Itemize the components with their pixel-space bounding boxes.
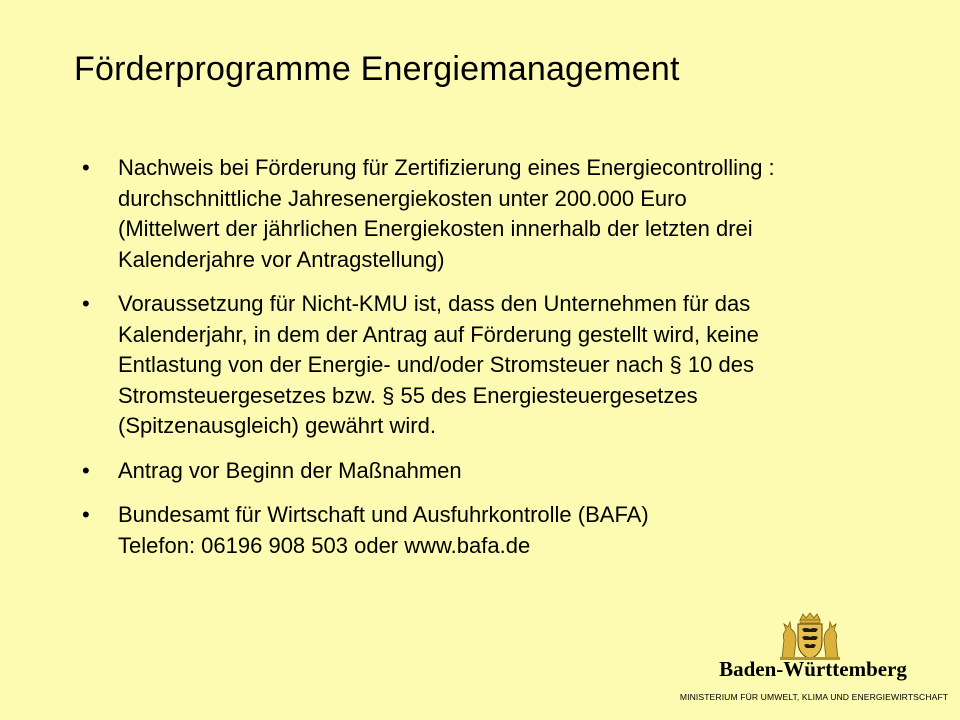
ministry-name: MINISTERIUM FÜR UMWELT, KLIMA UND ENERGIEWIRTSCHAFT <box>679 692 949 702</box>
bullet-line: Stromsteuergesetzes bzw. § 55 des Energiesteuergesetzes <box>118 382 698 408</box>
bullet-line: Telefon: 06196 908 503 oder www.bafa.de <box>118 532 531 558</box>
bullet-dot: • <box>82 155 90 180</box>
bullet-item-application <box>82 456 902 487</box>
coat-of-arms-icon <box>770 612 850 662</box>
bullet-item-non-kmu <box>82 289 902 442</box>
bullet-line: Nachweis bei Förderung für Zertifizierung eines Energiecontrolling : <box>118 155 775 180</box>
bullet-line: Kalenderjahre vor Antragstellung) <box>118 246 445 272</box>
bullet-dot: • <box>82 502 90 527</box>
bullet-dot: • <box>82 291 90 316</box>
bullet-item-certification <box>82 153 902 275</box>
bullet-line: Antrag vor Beginn der Maßnahmen <box>118 457 462 483</box>
bullet-line: durchschnittliche Jahresenergiekosten unter 200.000 Euro <box>118 185 687 211</box>
slide-title: Förderprogramme Energiemanagement <box>74 50 680 88</box>
bullet-line: (Spitzenausgleich) gewährt wird. <box>118 413 436 438</box>
brand-name: Baden-Württemberg <box>719 657 907 681</box>
bullet-line: Entlastung von der Energie- und/oder Stromsteuer nach § 10 des <box>118 352 754 377</box>
bullet-line: Bundesamt für Wirtschaft und Ausfuhrkontrolle (BAFA) <box>118 502 649 527</box>
bullet-line: Voraussetzung für Nicht-KMU ist, dass den Unternehmen für das <box>118 291 751 316</box>
bullet-list <box>82 153 902 575</box>
bullet-line: (Mittelwert der jährlichen Energiekosten innerhalb der letzten drei <box>118 216 753 241</box>
bullet-dot: • <box>82 457 90 483</box>
bullet-item-bafa-contact <box>82 500 902 561</box>
bullet-line: Kalenderjahr, in dem der Antrag auf Förderung gestellt wird, keine <box>118 321 759 347</box>
